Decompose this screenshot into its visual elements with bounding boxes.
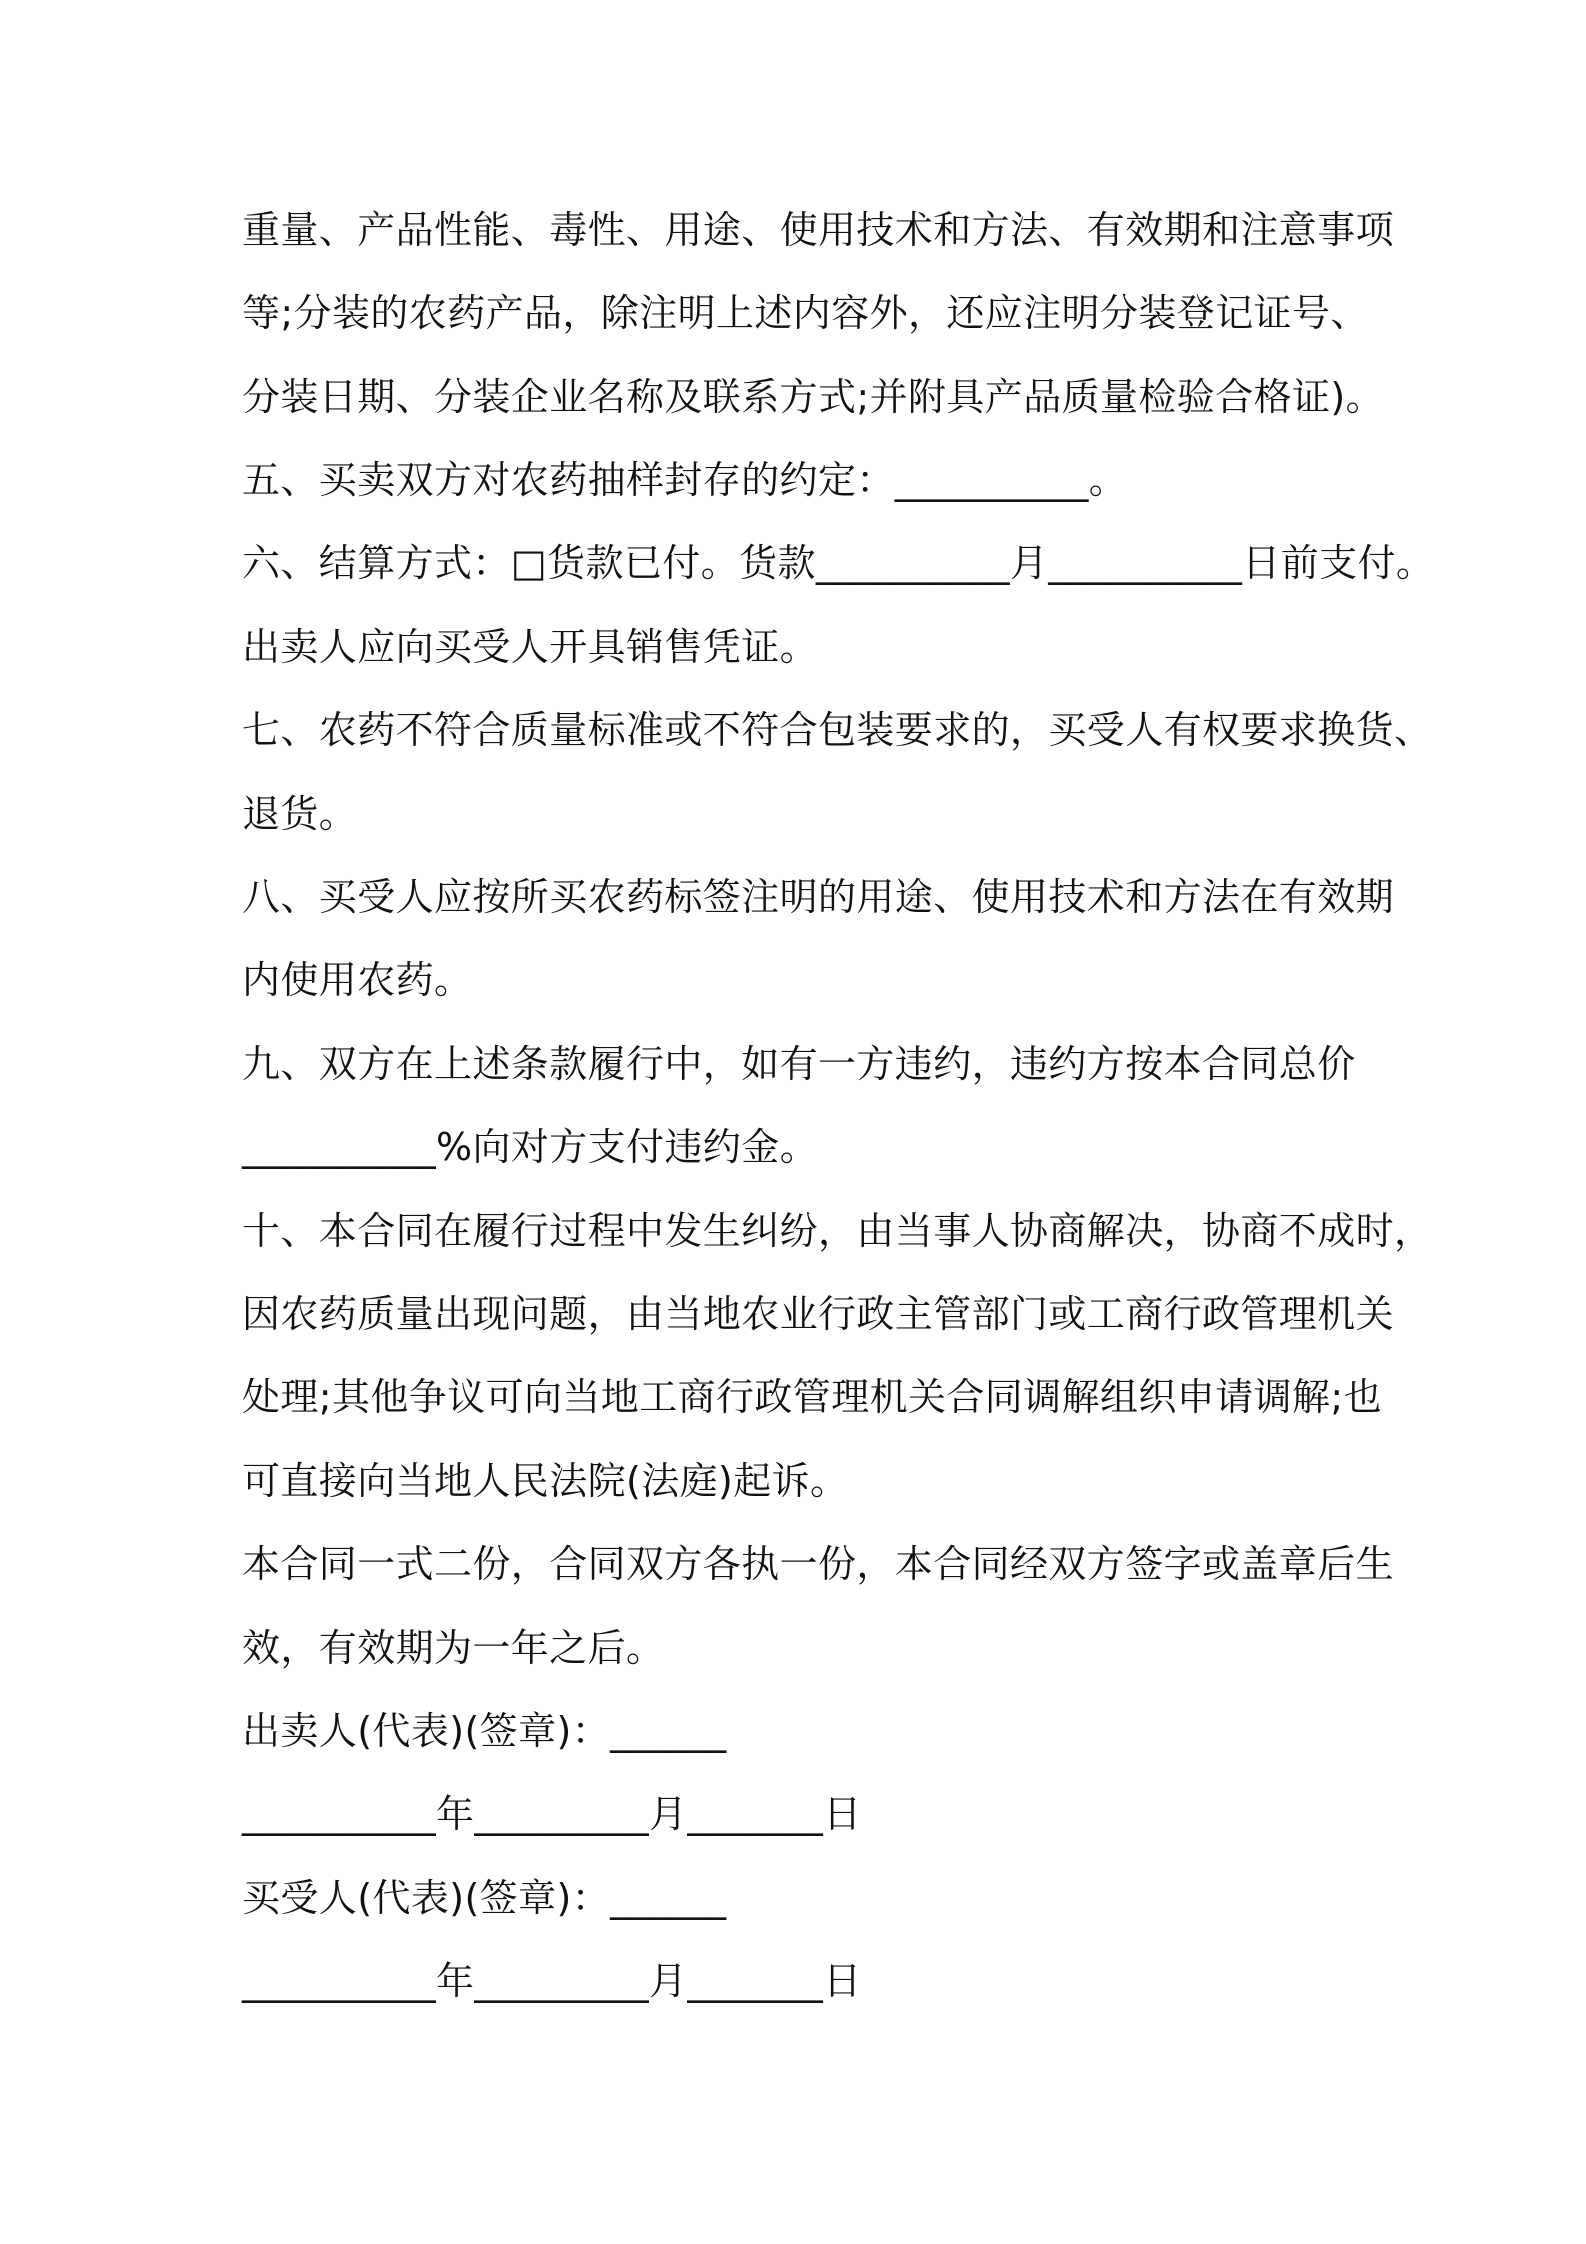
buyer-signature-line: 买受人(代表)(签章)：______ — [242, 1876, 727, 1920]
seller-date-line: __________年_________月_______日 — [242, 1792, 862, 1836]
text-line-12: __________%向对方支付违约金。 — [242, 1125, 819, 1169]
closing-paragraph: 本合同一式二份，合同双方各执一份，本合同经双方签字或盖章后生 — [242, 1542, 1395, 1586]
seller-signature-line: 出卖人(代表)(签章)：______ — [242, 1709, 727, 1753]
clause-6: 六、结算方式：□货款已付。货款__________月__________日前支付。 — [242, 541, 1435, 585]
clause-9: 九、双方在上述条款履行中，如有一方违约，违约方按本合同总价 — [242, 1042, 1356, 1086]
clause-5: 五、买卖双方对农药抽样封存的约定：__________。 — [242, 458, 1128, 502]
clause-7: 七、农药不符合质量标准或不符合包装要求的，买受人有权要求换货、 — [242, 708, 1433, 752]
clause-8: 八、买受人应按所买农药标签注明的用途、使用技术和方法在有效期 — [242, 875, 1395, 919]
text-line-2: 等;分装的农药产品，除注明上述内容外，还应注明分装登记证号、 — [242, 291, 1369, 335]
text-line-14: 因农药质量出现问题，由当地农业行政主管部门或工商行政管理机关 — [242, 1292, 1395, 1336]
buyer-date-line: __________年_________月_______日 — [242, 1959, 862, 2003]
text-line-16: 可直接向当地人民法院(法庭)起诉。 — [242, 1459, 849, 1503]
text-line-1: 重量、产品性能、毒性、用途、使用技术和方法、有效期和注意事项 — [242, 208, 1395, 252]
text-line-3: 分装日期、分装企业名称及联系方式;并附具产品质量检验合格证)。 — [242, 375, 1385, 419]
clause-10: 十、本合同在履行过程中发生纠纷，由当事人协商解决，协商不成时， — [242, 1209, 1433, 1253]
text-line-18: 效，有效期为一年之后。 — [242, 1626, 665, 1670]
text-line-10: 内使用农药。 — [242, 958, 473, 1002]
text-line-8: 退货。 — [242, 792, 358, 836]
text-line-15: 处理;其他争议可向当地工商行政管理机关合同调解组织申请调解;也 — [242, 1375, 1383, 1419]
text-line-6: 出卖人应向买受人开具销售凭证。 — [242, 625, 819, 669]
